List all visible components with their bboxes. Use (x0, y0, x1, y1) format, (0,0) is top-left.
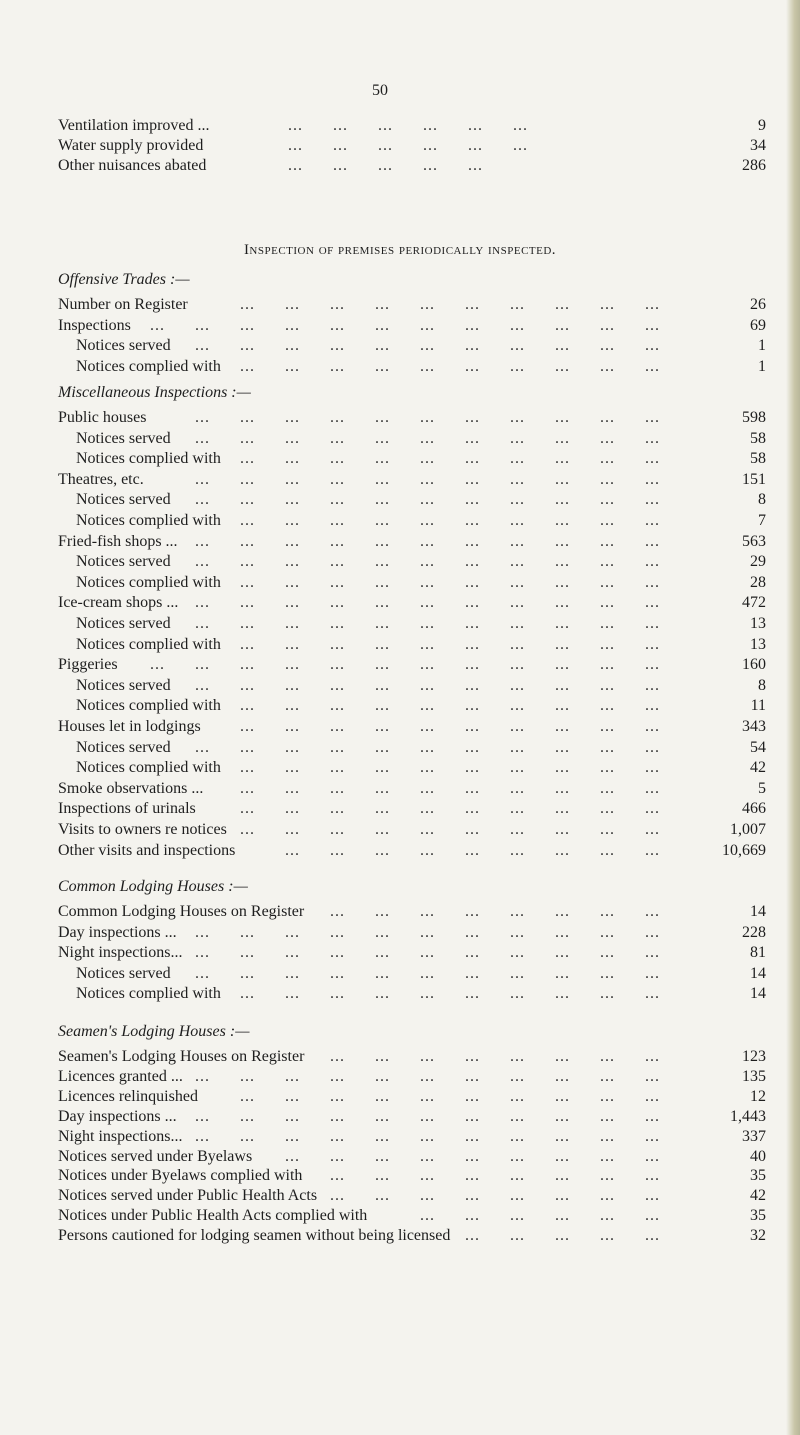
row-value: 466 (742, 800, 766, 818)
row-label: Other visits and inspections (58, 841, 236, 859)
row-label: Inspections (58, 316, 131, 334)
leader-dots: ... ... ... ... ... ... ... ... ... ... ... ... (150, 656, 690, 674)
leader-dots: ... ... ... ... ... ... ... ... ... ... (240, 296, 690, 313)
leader-dots: ... ... ... ... ... ... (420, 1207, 690, 1225)
leader-dots: ... ... ... ... ... ... ... ... ... ... ... (195, 553, 690, 571)
table-row (0, 1047, 800, 1067)
leader-dots: ... ... ... ... ... ... ... ... ... ... (240, 779, 690, 797)
table-row (0, 357, 800, 377)
row-label: Notices served (76, 491, 171, 509)
row-label: Water supply provided (58, 137, 204, 154)
leader-dots: ... ... ... ... ... ... ... ... ... ... (240, 800, 690, 818)
row-label: Number on Register (58, 296, 188, 313)
table-row (0, 1186, 800, 1206)
row-label: Houses let in lodgings (58, 718, 201, 735)
row-label: Notices complied with (76, 573, 221, 591)
table-row (0, 1067, 800, 1087)
row-value: 54 (750, 738, 766, 756)
table-row (0, 1087, 800, 1107)
row-label: Notices served (76, 337, 171, 354)
table-row (0, 799, 800, 819)
table-row (0, 717, 800, 737)
leader-dots: ... ... ... ... ... ... ... ... ... ... ... (195, 615, 690, 632)
table-row (0, 573, 800, 593)
leader-dots: ... ... ... ... ... (465, 1227, 690, 1245)
table-row (0, 1127, 800, 1147)
row-label: Notices served (76, 738, 171, 756)
row-value: 26 (750, 296, 766, 313)
leader-dots: ... ... ... ... ... ... (288, 117, 528, 134)
row-value: 563 (742, 532, 766, 550)
seamen-lodging-title: Seamen's Lodging Houses :— (58, 1023, 250, 1040)
row-label: Night inspections... (58, 1127, 183, 1145)
row-value: 286 (742, 157, 766, 174)
row-label: Notices served (76, 676, 171, 694)
row-label: Public houses (58, 409, 147, 426)
row-label: Smoke observations ... (58, 779, 204, 797)
row-label: Notices complied with (76, 512, 221, 529)
table-row (0, 156, 800, 176)
leader-dots: ... ... ... ... ... ... ... ... (330, 903, 690, 920)
section-heading (0, 240, 800, 260)
row-value: 9 (758, 117, 766, 134)
leader-dots: ... ... ... ... ... ... ... ... ... ... ... (195, 1107, 690, 1125)
row-label: Notices complied with (76, 635, 221, 653)
table-row (0, 635, 800, 655)
leader-dots: ... ... ... ... ... ... ... ... ... ... ... (195, 944, 690, 962)
table-row (0, 316, 800, 336)
leader-dots: ... ... ... ... ... ... ... ... ... ... (240, 512, 690, 529)
table-row (0, 511, 800, 531)
row-label: Visits to owners re notices (58, 821, 227, 838)
row-value: 42 (750, 759, 766, 777)
table-row (0, 841, 800, 861)
row-value: 14 (750, 964, 766, 982)
row-value: 598 (742, 409, 766, 426)
row-value: 13 (750, 635, 766, 653)
row-value: 35 (750, 1207, 766, 1225)
leader-dots: ... ... ... ... ... ... ... ... (330, 1048, 690, 1065)
table-row (0, 820, 800, 840)
row-value: 343 (742, 718, 766, 735)
table-row (0, 1107, 800, 1127)
table-row (0, 1147, 800, 1167)
row-value: 228 (742, 923, 766, 941)
row-label: Piggeries (58, 656, 118, 674)
row-value: 13 (750, 615, 766, 632)
row-label: Notices complied with (76, 697, 221, 715)
offensive-trades-title: Offensive Trades :— (58, 271, 190, 288)
row-value: 69 (750, 316, 766, 334)
row-label: Other nuisances abated (58, 157, 207, 174)
row-label: Notices complied with (76, 759, 221, 777)
table-row (0, 902, 800, 922)
leader-dots: ... ... ... ... ... ... (288, 137, 528, 154)
row-value: 8 (758, 676, 766, 694)
row-value: 8 (758, 491, 766, 509)
leader-dots: ... ... ... ... ... ... ... ... ... ... ... (195, 532, 690, 550)
row-value: 337 (742, 1127, 766, 1145)
row-value: 12 (750, 1087, 766, 1105)
row-value: 10,669 (722, 841, 766, 859)
table-row (0, 923, 800, 943)
table-row (0, 655, 800, 675)
leader-dots: ... ... ... ... ... ... ... ... ... ... ... (195, 1127, 690, 1145)
misc-inspections-title: Miscellaneous Inspections :— (58, 384, 251, 401)
leader-dots: ... ... ... ... ... ... ... ... ... ... (240, 635, 690, 653)
table-row (0, 470, 800, 490)
common-lodging-title: Common Lodging Houses :— (58, 878, 248, 895)
row-label: Day inspections ... (58, 1107, 177, 1125)
section-heading-text: Inspection of premises periodically inspected. (243, 242, 557, 258)
row-label: Notices under Byelaws complied with (58, 1167, 303, 1185)
table-row (0, 696, 800, 716)
row-value: 58 (750, 450, 766, 468)
table-row (0, 984, 800, 1004)
row-value: 5 (758, 779, 766, 797)
table-row (0, 295, 800, 315)
table-row (0, 779, 800, 799)
leader-dots: ... ... ... ... ... ... ... ... ... ... (240, 697, 690, 715)
leader-dots: ... ... ... ... ... ... ... ... (330, 1187, 690, 1205)
leader-dots: ... ... ... ... ... ... ... ... ... ... ... (195, 429, 690, 447)
row-label: Notices served under Byelaws (58, 1147, 253, 1165)
leader-dots: ... ... ... ... ... ... ... ... ... ... ... ... (150, 316, 690, 334)
leader-dots: ... ... ... ... ... ... ... ... ... ... ... (195, 1067, 690, 1085)
table-row (0, 614, 800, 634)
table-row (0, 532, 800, 552)
leader-dots: ... ... ... ... ... ... ... ... ... (285, 1147, 690, 1165)
table-row (0, 758, 800, 778)
leader-dots: ... ... ... ... ... (288, 157, 483, 174)
row-label: Notices under Public Health Acts complied with (58, 1207, 368, 1225)
table-row (0, 1166, 800, 1186)
leader-dots: ... ... ... ... ... ... ... ... ... ... (240, 718, 690, 735)
row-value: 7 (758, 512, 766, 529)
row-label: Inspections of urinals (58, 800, 196, 818)
leader-dots: ... ... ... ... ... ... ... ... ... ... ... (195, 594, 690, 612)
row-label: Common Lodging Houses on Register (58, 903, 305, 920)
row-label: Notices served (76, 429, 171, 447)
row-value: 32 (750, 1227, 766, 1245)
row-label: Persons cautioned for lodging seamen without being licensed (58, 1227, 451, 1245)
row-value: 81 (750, 944, 766, 962)
row-value: 40 (750, 1147, 766, 1165)
row-value: 1,443 (730, 1107, 766, 1125)
row-label: Ventilation improved ... (58, 117, 210, 134)
leader-dots: ... ... ... ... ... ... ... ... ... ... ... (195, 738, 690, 756)
page-number: 50 (372, 82, 388, 99)
row-label: Fried-fish shops ... (58, 532, 178, 550)
leader-dots: ... ... ... ... ... ... ... ... ... ... ... (195, 337, 690, 354)
table-row (0, 116, 800, 136)
leader-dots: ... ... ... ... ... ... ... ... ... ... (240, 357, 690, 375)
row-label: Notices complied with (76, 985, 221, 1003)
row-value: 472 (742, 594, 766, 612)
table-row (0, 738, 800, 758)
leader-dots: ... ... ... ... ... ... ... ... (330, 1167, 690, 1185)
leader-dots: ... ... ... ... ... ... ... ... ... ... ... (195, 923, 690, 941)
row-value: 11 (750, 697, 766, 715)
row-label: Seamen's Lodging Houses on Register (58, 1048, 305, 1065)
row-value: 160 (742, 656, 766, 674)
row-value: 29 (750, 553, 766, 571)
row-value: 135 (742, 1067, 766, 1085)
table-row (0, 1206, 800, 1226)
row-label: Night inspections... (58, 944, 183, 962)
table-row (0, 1226, 800, 1246)
leader-dots: ... ... ... ... ... ... ... ... ... ... (240, 573, 690, 591)
row-label: Notices served under Public Health Acts (58, 1187, 318, 1205)
table-row (0, 136, 800, 156)
table-row (0, 552, 800, 572)
leader-dots: ... ... ... ... ... ... ... ... ... ... ... (195, 470, 690, 488)
table-row (0, 336, 800, 356)
leader-dots: ... ... ... ... ... ... ... ... ... ... (240, 821, 690, 838)
row-value: 42 (750, 1187, 766, 1205)
row-label: Day inspections ... (58, 923, 177, 941)
table-row (0, 676, 800, 696)
row-label: Licences granted ... (58, 1067, 183, 1085)
leader-dots: ... ... ... ... ... ... ... ... ... ... ... (195, 964, 690, 982)
row-label: Theatres, etc. (58, 470, 144, 488)
row-value: 123 (742, 1048, 766, 1065)
row-value: 151 (742, 470, 766, 488)
row-label: Notices served (76, 553, 171, 571)
row-value: 1 (758, 337, 766, 354)
leader-dots: ... ... ... ... ... ... ... ... ... ... (240, 759, 690, 777)
row-label: Notices complied with (76, 357, 221, 375)
leader-dots: ... ... ... ... ... ... ... ... ... ... (240, 450, 690, 468)
leader-dots: ... ... ... ... ... ... ... ... ... ... (240, 1087, 690, 1105)
table-row (0, 408, 800, 428)
table-row (0, 449, 800, 469)
row-label: Licences relinquished (58, 1087, 198, 1105)
row-value: 1,007 (730, 821, 766, 838)
row-label: Notices complied with (76, 450, 221, 468)
leader-dots: ... ... ... ... ... ... ... ... ... (285, 841, 690, 859)
row-value: 34 (750, 137, 766, 154)
table-row (0, 943, 800, 963)
table-row (0, 593, 800, 613)
row-value: 58 (750, 429, 766, 447)
row-value: 14 (750, 903, 766, 920)
row-value: 28 (750, 573, 766, 591)
row-label: Notices served (76, 964, 171, 982)
leader-dots: ... ... ... ... ... ... ... ... ... ... (240, 985, 690, 1003)
table-row (0, 429, 800, 449)
row-value: 14 (750, 985, 766, 1003)
row-label: Notices served (76, 615, 171, 632)
row-value: 35 (750, 1167, 766, 1185)
leader-dots: ... ... ... ... ... ... ... ... ... ... ... (195, 491, 690, 509)
table-row (0, 964, 800, 984)
leader-dots: ... ... ... ... ... ... ... ... ... ... ... (195, 676, 690, 694)
row-value: 1 (758, 357, 766, 375)
row-label: Ice-cream shops ... (58, 594, 179, 612)
table-row (0, 490, 800, 510)
leader-dots: ... ... ... ... ... ... ... ... ... ... ... (195, 409, 690, 426)
